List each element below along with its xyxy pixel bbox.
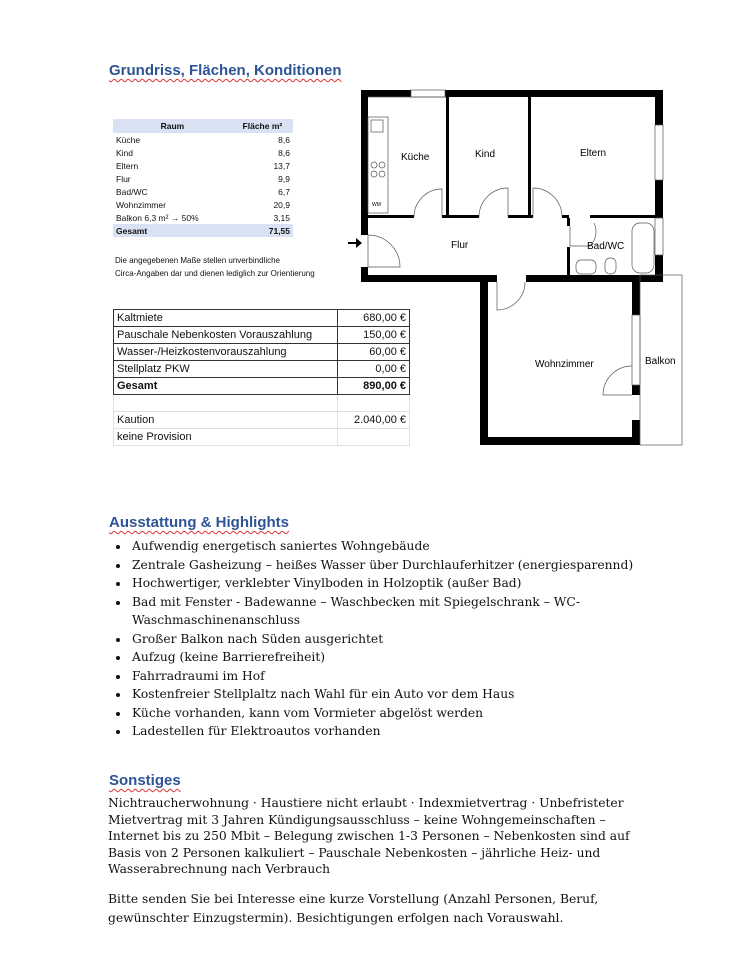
room-label-kind: Kind (475, 149, 496, 160)
contact-paragraph: Bitte senden Sie bei Interesse eine kurze Vorstellung (Anzahl Personen, Beruf, gewünschter Einzugstermin). Besichtigungen erfolgen nach Vorauswahl. (108, 892, 599, 925)
cell: 8,6 (278, 134, 290, 145)
table-row (113, 146, 293, 159)
heading-floorplan: Grundriss, Flächen, Konditionen (109, 62, 342, 79)
list-item: • Ladestellen für Elektroautos vorhanden (130, 722, 650, 741)
cell: Kaltmiete (114, 310, 338, 327)
room-label-balkon: Balkon (645, 356, 676, 367)
cell: Gesamt (113, 224, 232, 237)
cell: 60,00 € (338, 344, 410, 361)
list-item: • Aufzug (keine Barrierefreiheit) (130, 648, 650, 667)
cell: Kaution (114, 412, 338, 429)
table-row (113, 198, 293, 211)
area-header-size: Fläche m² (232, 119, 293, 133)
table-row (113, 185, 293, 198)
cell: 71,55 (232, 224, 293, 237)
cell: 2.040,00 € (338, 412, 410, 429)
room-label-bad: Bad/WC (587, 241, 625, 252)
area-table (113, 119, 293, 237)
cell: Balkon 6,3 m² → 50% (116, 212, 199, 223)
cell: 8,6 (278, 147, 290, 158)
cell: Gesamt (114, 378, 338, 395)
list-item: • Hochwertiger, verklebter Vinylboden in Holzoptik (außer Bad) (130, 574, 650, 593)
cell: Bad/WC (116, 186, 148, 197)
table-row (113, 172, 293, 185)
cell: keine Provision (114, 429, 338, 446)
wm-label: WM (372, 202, 381, 208)
cell: Küche (116, 134, 141, 145)
disclaimer-note (115, 254, 315, 280)
note-line: Die angegebenen Maße stellen unverbindliche (115, 256, 280, 265)
table-row (113, 159, 293, 172)
heading-misc: Sonstiges (109, 772, 181, 789)
cell: 3,15 (273, 212, 290, 223)
cell: Wasser-/Heizkostenvorauszahlung (114, 344, 338, 361)
list-item: • Bad mit Fenster - Badewanne – Waschbecken mit Spiegelschrank – WC-Waschmaschinenanschluss (130, 593, 650, 630)
room-label-flur: Flur (451, 240, 469, 251)
cell: 9,9 (278, 173, 290, 184)
cell: 20,9 (273, 199, 290, 210)
misc-paragraph: Nichtraucherwohnung · Haustiere nicht erlaubt · Indexmietvertrag · Unbefristeter Mietvertrag mit 3 Jahren Kündigungsausschluss – keine Wohngemeinschaften – Internet bis zu 250 Mbit – Belegung zwischen 1-3 Personen – Nebenkosten sind auf Basis von 2 Personen kalkuliert – Pauschale Nebenkosten – jährliche Heiz- und Wasserabrechnung nach Verbrauch (108, 796, 630, 876)
floor-plan (340, 80, 685, 455)
list-item: • Kostenfreier Stellplaltz nach Wahl für ein Auto vor dem Haus (130, 685, 650, 704)
cell: Stellplatz PKW (114, 361, 338, 378)
list-item: • Aufwendig energetisch saniertes Wohngebäude (130, 537, 650, 556)
list-item: • Zentrale Gasheizung – heißes Wasser über Durchlauferhitzer (energiesparennd) (130, 556, 650, 575)
list-item: • Fahrradraumi im Hof (130, 667, 650, 686)
features-list (108, 537, 650, 741)
room-label-kueche: Küche (401, 152, 430, 163)
cell: Eltern (116, 160, 139, 171)
cell: Pauschale Nebenkosten Vorauszahlung (114, 327, 338, 344)
cell: Flur (116, 173, 131, 184)
cell: 6,7 (278, 186, 290, 197)
room-label-wohnzimmer: Wohnzimmer (535, 359, 594, 370)
cell: 150,00 € (338, 327, 410, 344)
note-line: Circa-Angaben dar und dienen lediglich zur Orientierung (115, 269, 315, 278)
cell (114, 395, 338, 412)
room-label-eltern: Eltern (580, 148, 607, 159)
area-header-room: Raum (113, 119, 232, 133)
table-row (113, 133, 293, 146)
cell: 0,00 € (338, 361, 410, 378)
cell: 13,7 (273, 160, 290, 171)
cell: 680,00 € (338, 310, 410, 327)
table-row (113, 211, 293, 224)
list-item: • Küche vorhanden, kann vom Vormieter abgelöst werden (130, 704, 650, 723)
walls (361, 90, 663, 445)
entrance-arrow-icon (348, 238, 362, 248)
table-total-row (113, 224, 293, 237)
cell: Kind (116, 147, 134, 158)
heading-features: Ausstattung & Highlights (109, 514, 289, 531)
cell: 890,00 € (338, 378, 410, 395)
cell: Wohnzimmer (116, 199, 166, 210)
list-item: • Großer Balkon nach Süden ausgerichtet (130, 630, 650, 649)
